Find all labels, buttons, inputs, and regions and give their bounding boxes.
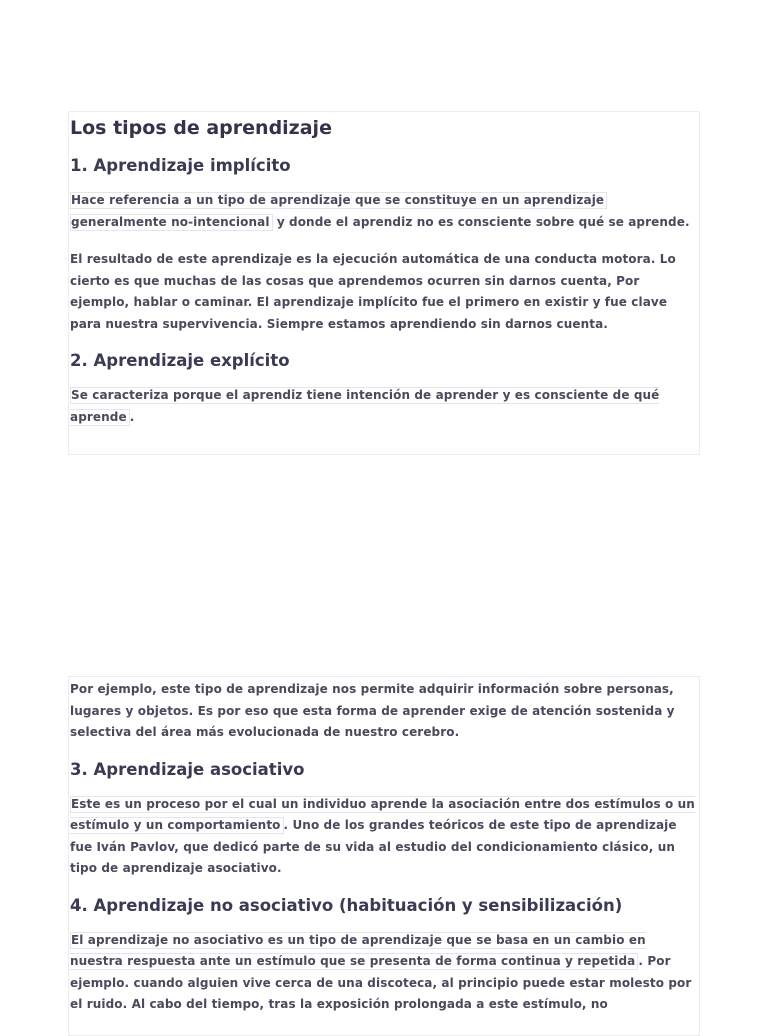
paragraph-non-associative-definition [70, 930, 698, 1016]
paragraph-explicit-example: Por ejemplo, este tipo de aprendizaje nos permite adquirir información sobre personas, lugares y objetos. Es por eso que esta forma de aprender exige de atención sostenida y selectiva del área más evolucionada de nuestro cerebro. [70, 682, 675, 739]
paragraph-explicit-definition [70, 385, 698, 428]
heading-implicit-learning: 1. Aprendizaje implícito [70, 156, 291, 175]
page-title: Los tipos de aprendizaje [70, 117, 332, 139]
highlight-span: El aprendizaje no asociativo es un tipo de aprendizaje que se basa en un cambio en nuestra respuesta ante un estímulo que se presenta de forma continua y repetida [70, 932, 646, 968]
heading-associative-learning: 3. Aprendizaje asociativo [70, 759, 305, 779]
paragraph-text: y donde el aprendiz no es consciente sobre qué se aprende. [272, 214, 690, 229]
paragraph-associative-definition [70, 794, 698, 880]
paragraph-text: . Uno de los grandes teóricos de este tipo de aprendizaje fue Iván Pavlov, que dedicó parte de su vida al estudio del condicionamiento clásico, un tipo de aprendizaje asociativo. [70, 818, 677, 875]
highlight-span: Hace referencia a un tipo de aprendizaje que se constituye en un aprendizaje [70, 192, 607, 209]
paragraph-text: . Por ejemplo. cuando alguien vive cerca de una discoteca, al principio puede estar molesto por el ruido. Al cabo del tiempo, tras la exposición prolongada a este estímulo, no [70, 954, 692, 1011]
content-block-2 [68, 676, 700, 1036]
heading-non-associative-learning: 4. Aprendizaje no asociativo (habituación y sensibilización) [70, 895, 623, 915]
heading-explicit-learning: 2. Aprendizaje explícito [70, 351, 290, 370]
content-block-1 [68, 111, 700, 455]
paragraph-implicit-definition [70, 190, 698, 233]
paragraph-implicit-result: El resultado de este aprendizaje es la ejecución automática de una conducta motora. Lo cierto es que muchas de las cosas que aprendemos ocurren sin darnos cuenta, Por ejemplo, hablar o caminar. El aprendizaje implícito fue el primero en existir y fue clave para nuestra supervivencia. Siempre estamos aprendiendo sin darnos cuenta. [70, 252, 676, 331]
highlight-span: Este es un proceso por el cual un individuo aprende la asociación entre dos estímulos o un estímulo y un comportamiento [70, 796, 695, 832]
paragraph-text: . [129, 409, 135, 424]
highlight-span: Se caracteriza porque el aprendiz tiene intención de aprender y es consciente de qué aprende [70, 388, 660, 424]
highlight-span: generalmente no-intencional [70, 214, 273, 231]
